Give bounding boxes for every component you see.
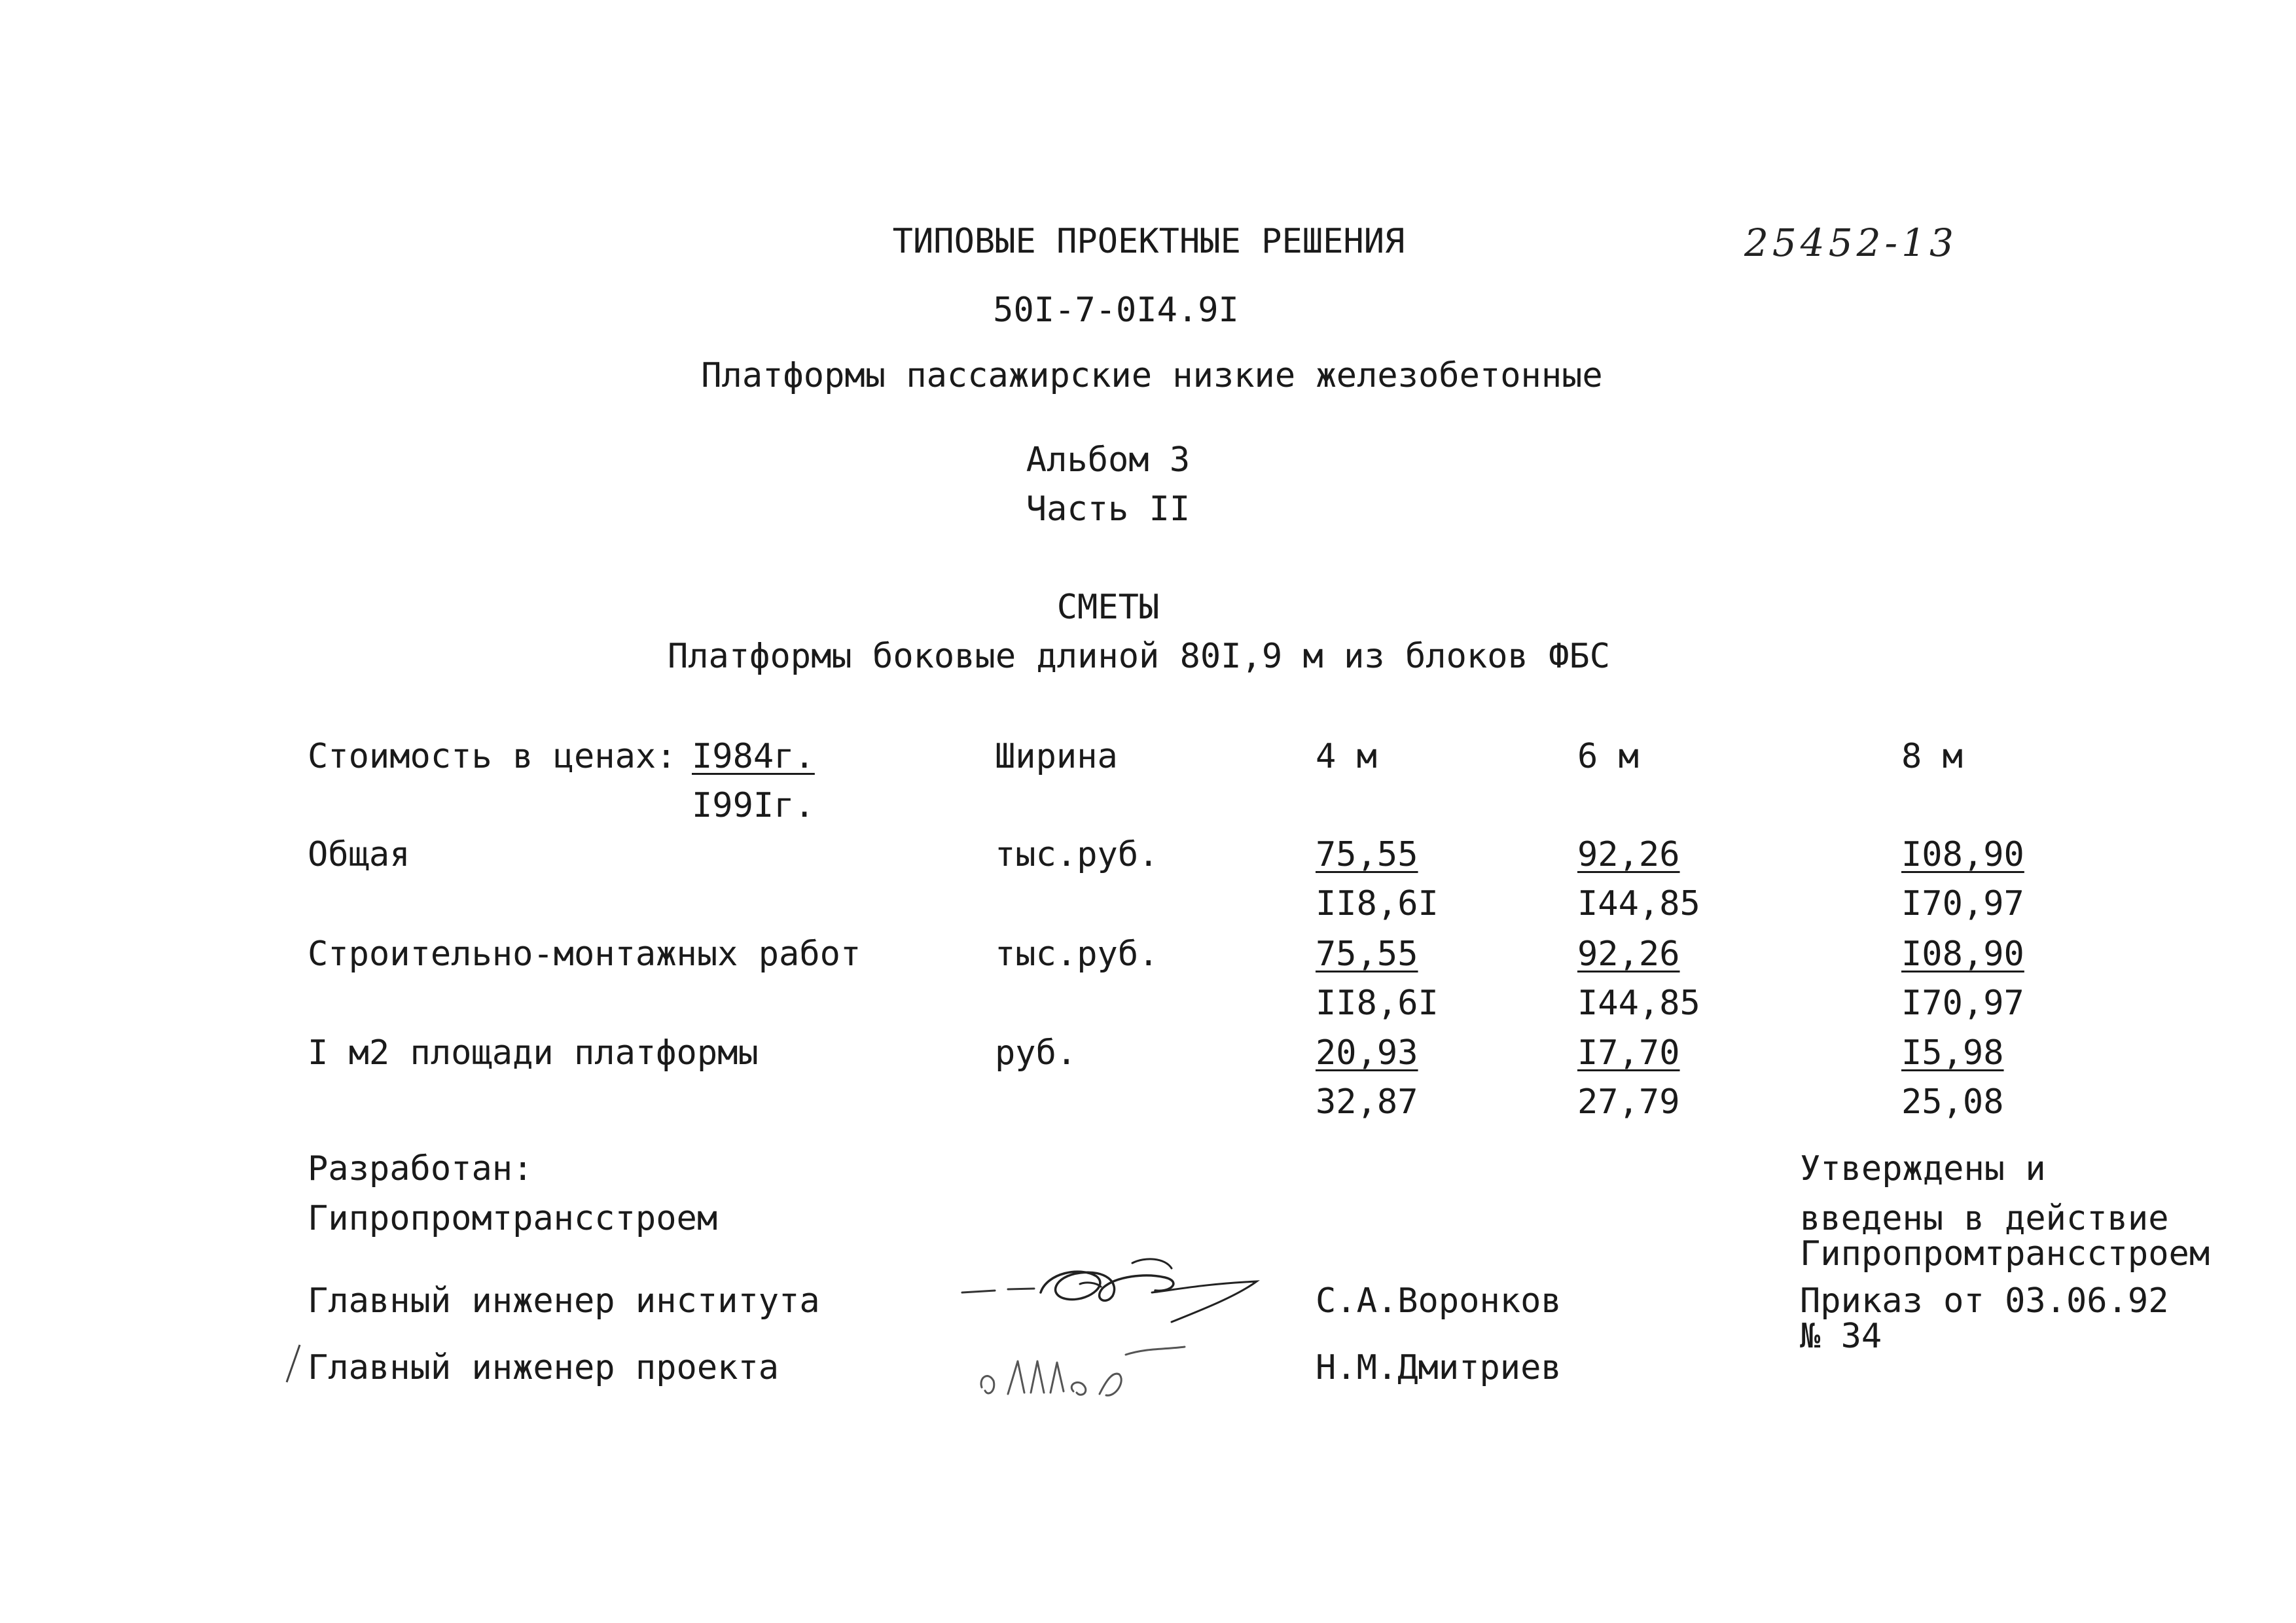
- row-label-total: Общая: [308, 835, 410, 874]
- column-header-8m: 8 м: [1901, 737, 1963, 776]
- inventory-number: 25452-13: [1744, 221, 1958, 265]
- developer-label: Разработан:: [308, 1149, 533, 1188]
- table-cell: II8,6I: [1316, 984, 1439, 1023]
- signature-chief-engineer-project: [969, 1335, 1191, 1407]
- signature-chief-engineer-institute: [956, 1237, 1270, 1342]
- subject-title: Платформы пассажирские низкие железобетонные: [701, 356, 1603, 395]
- table-cell: I70,97: [1901, 884, 2024, 923]
- table-cell: II8,6I: [1316, 884, 1439, 923]
- table-cell: 32,87: [1316, 1082, 1418, 1122]
- row-unit-per-m2: руб.: [995, 1033, 1077, 1073]
- album-label: Альбом 3: [1026, 440, 1191, 480]
- row-label-construction: Строительно-монтажных работ: [308, 935, 861, 974]
- column-header-6m: 6 м: [1577, 737, 1639, 776]
- signatory-name: Н.М.Дмитриев: [1316, 1348, 1562, 1387]
- section-title: СМЕТЫ: [1056, 588, 1160, 627]
- table-cell: I7,70: [1577, 1033, 1680, 1073]
- approval-order: Приказ от 03.06.92: [1800, 1281, 2169, 1321]
- approval-number: № 34: [1800, 1317, 1882, 1356]
- section-subtitle: Платформы боковые длиной 80I,9 м из блоков ФБС: [667, 637, 1611, 676]
- row-unit-total: тыс.руб.: [995, 835, 1159, 874]
- table-cell: I5,98: [1901, 1033, 2004, 1073]
- row-label-per-m2: I м2 площади платформы: [308, 1033, 759, 1073]
- table-cell: I08,90: [1901, 835, 2024, 874]
- approval-line-1: Утверждены и: [1800, 1149, 2046, 1188]
- table-cell: 92,26: [1577, 935, 1680, 974]
- table-cell: 27,79: [1577, 1082, 1680, 1122]
- width-label: Ширина: [995, 737, 1118, 776]
- table-cell: I70,97: [1901, 984, 2024, 1023]
- table-cell: I44,85: [1577, 884, 1700, 923]
- approval-line-3: Гипропромтрансстроем: [1800, 1234, 2210, 1274]
- table-cell: 75,55: [1316, 835, 1418, 874]
- table-cell: 92,26: [1577, 835, 1680, 874]
- table-cell: I08,90: [1901, 935, 2024, 974]
- part-label: Часть II: [1026, 490, 1191, 529]
- price-year-1984: I984г.: [692, 737, 815, 776]
- developer-organization: Гипропромтрансстроем: [308, 1199, 718, 1238]
- table-cell: 20,93: [1316, 1033, 1418, 1073]
- table-cell: I44,85: [1577, 984, 1700, 1023]
- signatory-position: Главный инженер проекта: [308, 1348, 780, 1387]
- margin-mark: [280, 1342, 306, 1387]
- table-cell: 25,08: [1901, 1082, 2004, 1122]
- signatory-name: С.А.Воронков: [1316, 1281, 1562, 1321]
- table-cell: 75,55: [1316, 935, 1418, 974]
- signatory-position: Главный инженер института: [308, 1281, 820, 1321]
- row-unit-construction: тыс.руб.: [995, 935, 1159, 974]
- doc-code: 50I-7-0I4.9I: [993, 291, 1239, 330]
- series-title: ТИПОВЫЕ ПРОЕКТНЫЕ РЕШЕНИЯ: [892, 222, 1405, 261]
- price-label: Стоимость в ценах:: [308, 737, 677, 776]
- price-year-1991: I99Iг.: [692, 786, 815, 825]
- approval-line-2: введены в действие: [1800, 1199, 2169, 1238]
- column-header-4m: 4 м: [1316, 737, 1377, 776]
